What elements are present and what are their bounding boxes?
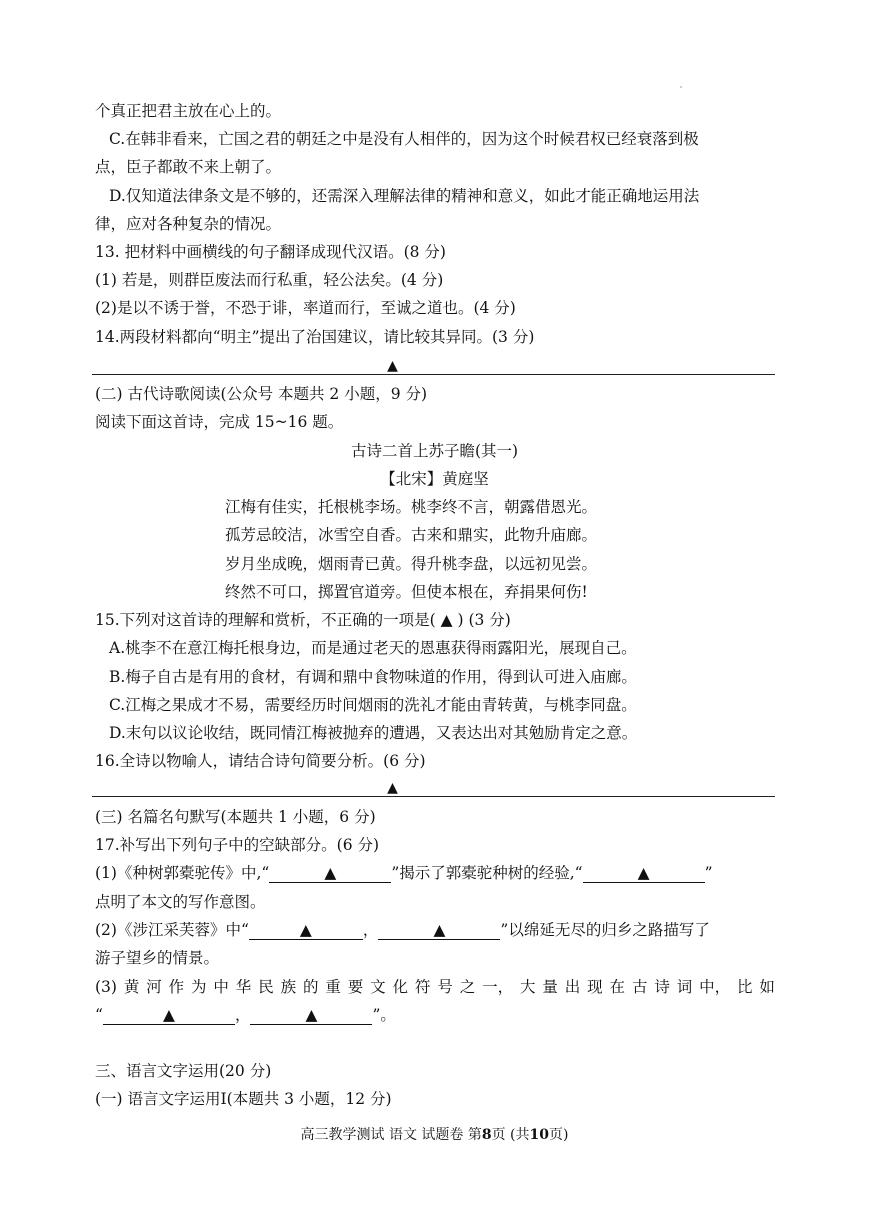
q17-3-word: 族 (280, 978, 297, 996)
option-c-line2: 点，臣子都敢不来上朝了。 (95, 158, 282, 176)
question-13-1: (1) 若是，则群臣废法而行私重，轻公法矣。(4 分) (95, 271, 444, 289)
q17-3-word: 民 (258, 978, 274, 996)
q17-3-word: 作 (168, 978, 185, 996)
page-number: 8 (481, 1127, 492, 1143)
q17-3-word: 符 (414, 978, 431, 996)
question-13-2: (2)是以不诱于誉，不恐于诽，率道而行，至诚之道也。(4 分) (95, 299, 516, 317)
q17-3-word: 大 (519, 978, 536, 996)
question-17-2-cont: 游子望乡的情景。 (95, 949, 220, 967)
poem-line: 江梅有佳实，托根桃李场。桃李终不言，朝露借恩光。 (225, 498, 598, 516)
q17-3-word: 诗 (654, 978, 670, 996)
section-3-heading: (三) 名篇名句默写(本题共 1 小题，6 分) (95, 808, 376, 826)
q17-3-word: 之 (459, 978, 476, 996)
fill-blank[interactable]: ▲ (378, 921, 500, 940)
question-17-1-cont: 点明了本文的写作意图。 (95, 893, 266, 911)
q17-3-word: 如 (759, 978, 775, 996)
q17-3-word: 现 (587, 978, 603, 996)
q17-3-word: 出 (564, 978, 581, 996)
q17-3-word: 华 (235, 978, 252, 996)
q17-2-text: ”以绵延无尽的归乡之路描写了 (500, 921, 710, 939)
q17-3-word: 号 (437, 978, 453, 996)
question-17-3-blanks (95, 1004, 396, 1026)
q17-3-word: 化 (392, 978, 409, 996)
poem-line: 孤芳忌皎洁，冰雪空自香。古来和鼎实，此物升庙廊。 (225, 526, 598, 544)
section-divider (92, 796, 775, 797)
page-footer (0, 1124, 869, 1146)
q17-3-text: ”。 (372, 1006, 396, 1024)
page-total: 10 (529, 1127, 550, 1143)
question-17-1 (95, 862, 713, 884)
question-14: 14.两段材料都向“明主”提出了治国建议，请比较其异同。(3 分) (95, 328, 535, 346)
option-d-line1: D.仅知道法律条文是不够的，还需深入理解法律的精神和意义，如此才能正确地运用法 (109, 187, 700, 205)
q17-1-text: (1)《种树郭橐驼传》中,“ (95, 864, 270, 882)
footer-text: 高三教学测试 语文 试题卷 第 (300, 1127, 482, 1143)
fill-blank[interactable]: ▲ (103, 1006, 235, 1025)
q17-3-word: 词 (676, 978, 693, 996)
q17-3-word: (3) (95, 978, 117, 996)
poem-line: 终然不可口，掷置官道旁。但使本根在，弃捐果何伤! (225, 583, 588, 601)
part-3-heading: 三、语言文字运用(20 分) (95, 1062, 272, 1080)
q17-3-word: 古 (631, 978, 648, 996)
section-2-heading: (二) 古代诗歌阅读(公众号 本题共 2 小题，9 分) (95, 385, 428, 403)
q17-2-text: ， (362, 921, 379, 939)
q17-2-text: (2)《涉江采芙蓉》中“ (95, 921, 249, 939)
q17-3-word: 中 (213, 978, 229, 996)
question-16: 16.全诗以物喻人，请结合诗句简要分析。(6 分) (95, 752, 426, 770)
answer-marker: ▲ (387, 780, 398, 796)
q17-3-word: 要 (347, 978, 364, 996)
question-17-2 (95, 919, 710, 941)
question-15-option-a: A.桃李不在意江梅托根身边，而是通过老天的恩惠获得雨露阳光，展现自己。 (109, 639, 637, 657)
q17-3-word: 中， (699, 978, 731, 996)
q17-3-word: 文 (370, 978, 386, 996)
q17-3-word: 一， (482, 978, 514, 996)
q17-3-word: 为 (191, 978, 207, 996)
q17-3-text: “ (95, 1006, 103, 1024)
footer-text: 页) (549, 1127, 569, 1143)
question-17-3 (95, 976, 775, 998)
section-divider (92, 374, 775, 375)
option-d-line2: 律，应对各种复杂的情况。 (95, 215, 282, 233)
scan-speck (680, 86, 682, 88)
q17-3-word: 在 (609, 978, 626, 996)
question-15-option-c: C.江梅之果成才不易，需要经历时间烟雨的洗礼才能由青转黄，与桃李同盘。 (109, 696, 637, 714)
section-2-intro: 阅读下面这首诗，完成 15~16 题。 (95, 413, 344, 431)
text-line: 个真正把君主放在心上的。 (95, 102, 282, 120)
question-15-option-d: D.末句以议论收结，既同情江梅被抛弃的遭遇，又表达出对其勉励肯定之意。 (109, 724, 638, 742)
poem-author: 【北宋】黄庭坚 (380, 470, 489, 488)
q17-3-word: 比 (737, 978, 753, 996)
q17-3-word: 量 (542, 978, 558, 996)
footer-text: 页 (共 (491, 1127, 530, 1143)
q17-3-text: ， (234, 1006, 251, 1024)
fill-blank[interactable]: ▲ (269, 864, 391, 883)
part-3-subheading: (一) 语言文字运用Ⅰ(本题共 3 小题，12 分) (95, 1090, 392, 1108)
question-17: 17.补写出下列句子中的空缺部分。(6 分) (95, 836, 380, 854)
question-13: 13. 把材料中画横线的句子翻译成现代汉语。(8 分) (95, 243, 446, 261)
question-15-option-b: B.梅子自古是有用的食材，有调和鼎中食物味道的作用，得到认可进入庙廊。 (109, 668, 637, 686)
q17-3-word: 的 (302, 978, 319, 996)
option-c-line1: C.在韩非看来，亡国之君的朝廷之中是没有人相伴的，因为这个时候君权已经衰落到极 (109, 130, 699, 148)
q17-3-word: 重 (325, 978, 341, 996)
fill-blank[interactable]: ▲ (583, 864, 705, 883)
poem-title: 古诗二首上苏子瞻(其一) (350, 442, 519, 460)
q17-1-text: ”揭示了郭橐驼种树的经验,“ (391, 864, 583, 882)
q17-3-word: 黄 (123, 978, 140, 996)
poem-line: 岁月坐成晚，烟雨青已黄。得升桃李盘，以远初见尝。 (225, 555, 598, 573)
fill-blank[interactable]: ▲ (250, 1006, 372, 1025)
q17-1-text: ” (704, 864, 713, 882)
question-15: 15.下列对这首诗的理解和赏析，不正确的一项是( ▲ ) (3 分) (95, 611, 511, 629)
fill-blank[interactable]: ▲ (249, 921, 363, 940)
q17-3-word: 河 (146, 978, 162, 996)
answer-marker: ▲ (387, 358, 398, 374)
